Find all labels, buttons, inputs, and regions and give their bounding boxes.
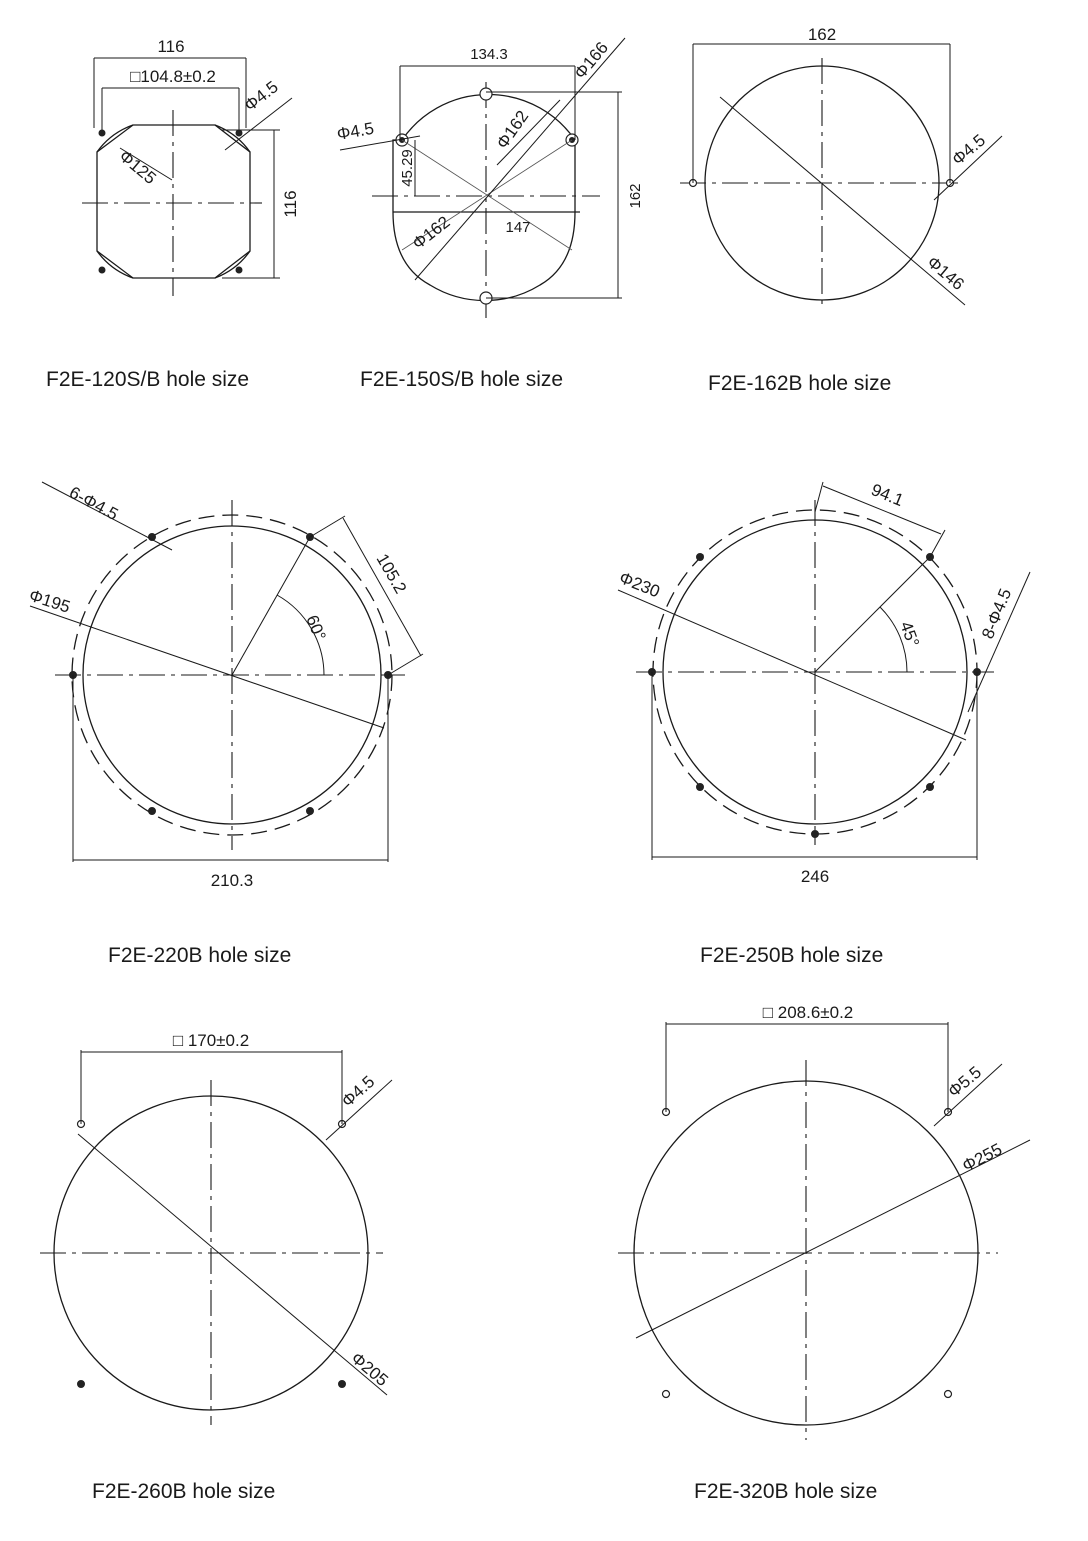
caption-f2e-162: F2E-162B hole size bbox=[708, 372, 892, 395]
dim-hole: Φ4.5 bbox=[948, 130, 990, 170]
dim-top: 134.3 bbox=[470, 46, 508, 63]
caption-f2e-120: F2E-120S/B hole size bbox=[46, 368, 250, 391]
dim-chord: 105.2 bbox=[372, 550, 411, 597]
drawing-f2e-250 bbox=[617, 480, 1030, 967]
dim-diameter: Φ230 bbox=[616, 568, 663, 602]
dim-holes: 8-Φ4.5 bbox=[978, 585, 1016, 642]
drawing-f2e-150 bbox=[335, 38, 644, 391]
dim-width: 162 bbox=[807, 25, 837, 44]
dim-width: 116 bbox=[157, 37, 185, 56]
dim-width: 210.3 bbox=[210, 871, 254, 890]
mount-hole bbox=[99, 130, 105, 136]
mount-hole bbox=[236, 267, 242, 273]
dim-hole: Φ4.5 bbox=[337, 1071, 379, 1111]
caption-f2e-150: F2E-150S/B hole size bbox=[360, 368, 564, 391]
dim-outer: Φ166 bbox=[570, 38, 613, 83]
dim-height: 162 bbox=[627, 183, 644, 209]
dim-diameter: Φ255 bbox=[959, 1139, 1006, 1176]
dim-diameter: Φ162 bbox=[408, 212, 454, 254]
dim-hole: Φ4.5 bbox=[335, 118, 376, 144]
dim-width: 246 bbox=[800, 867, 830, 886]
drawing-f2e-220 bbox=[27, 482, 423, 967]
drawing-f2e-162 bbox=[680, 25, 1002, 395]
dim-square: □ 170±0.2 bbox=[172, 1031, 250, 1050]
caption-f2e-320: F2E-320B hole size bbox=[694, 1480, 878, 1503]
dim-hole: Φ5.5 bbox=[944, 1062, 986, 1102]
dim-chord: 94.1 bbox=[868, 480, 907, 511]
dim-diameter: Φ205 bbox=[347, 1348, 392, 1391]
outline-150 bbox=[393, 95, 575, 301]
dim-height: 116 bbox=[281, 190, 300, 218]
caption-f2e-260: F2E-260B hole size bbox=[92, 1480, 276, 1503]
mount-hole bbox=[99, 267, 105, 273]
dim-square: □ 208.6±0.2 bbox=[762, 1003, 854, 1022]
drawing-f2e-120 bbox=[46, 37, 300, 391]
dim-diameter: Φ125 bbox=[115, 146, 160, 189]
mount-hole bbox=[236, 130, 242, 136]
drawing-f2e-320 bbox=[618, 1003, 1030, 1503]
dim-flat: 147 bbox=[505, 219, 531, 236]
dim-inner: Φ162 bbox=[492, 107, 533, 153]
caption-f2e-220: F2E-220B hole size bbox=[108, 944, 292, 967]
drawing-f2e-260 bbox=[40, 1031, 392, 1503]
dim-holes: 6-Φ4.5 bbox=[66, 482, 122, 525]
dim-offset: 45.29 bbox=[399, 149, 416, 187]
dim-angle: 45° bbox=[896, 618, 923, 650]
dim-angle: 60° bbox=[302, 612, 330, 644]
caption-f2e-250: F2E-250B hole size bbox=[700, 944, 884, 967]
dim-square: □104.8±0.2 bbox=[130, 67, 216, 86]
dim-diameter: Φ146 bbox=[923, 252, 968, 295]
dim-diameter: Φ195 bbox=[26, 585, 73, 617]
dim-hole: Φ4.5 bbox=[240, 77, 282, 116]
